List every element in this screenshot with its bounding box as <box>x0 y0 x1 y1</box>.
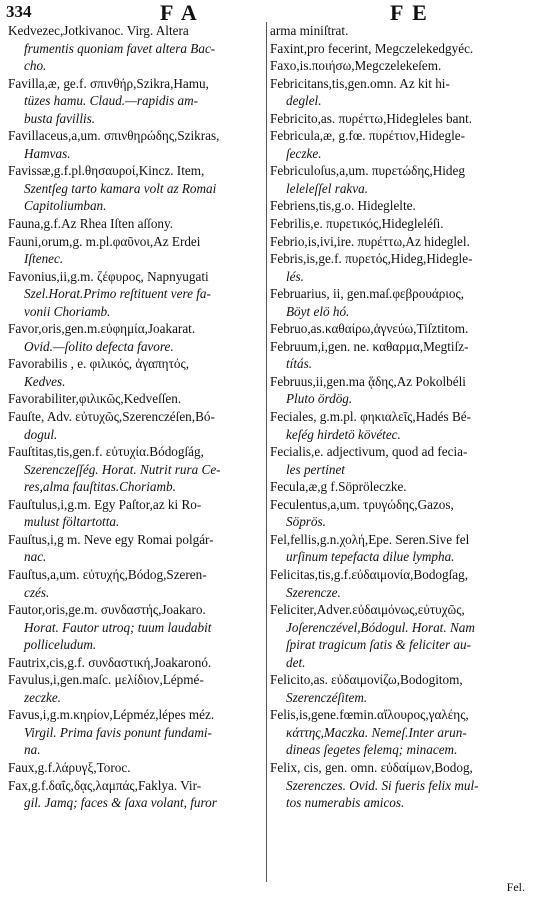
entry-continuation: Virgil. Prima favis ponunt fundami- <box>24 724 212 740</box>
dictionary-entry <box>270 57 528 75</box>
entry-headline: Fax,g.f.δαΐς,δᾳς,λαμπάς,Faklya. Vir- <box>8 777 202 793</box>
entry-continuation: tüzes hamu. Claud.—rapidis am- <box>24 93 199 109</box>
entry-headline: Fel,fellis,g.n.χολή,Epe. Seren.Sive fel <box>270 531 470 547</box>
dictionary-entry <box>8 215 264 233</box>
entry-headline: Februarius, ii, gen.maſ.φεβρουάριος, <box>270 286 465 302</box>
entry-headline: Fautrix,cis,g.f. συνδαστική,Joakaronó. <box>8 654 212 670</box>
running-head-left: F A <box>160 0 199 25</box>
entry-headline: Febris,is,ge.f. πυρετός,Hideg,Hidegle- <box>270 251 473 267</box>
page-header <box>0 0 533 24</box>
entry-continuation: Szentſeg tarto kamara volt az Romai <box>24 180 217 196</box>
entry-headline: Faxint,pro fecerint, Megczelekedgyéc. <box>270 40 474 56</box>
entry-continuation: czés. <box>24 584 50 600</box>
entry-headline: Faux,g.f.λάρυγξ,Toroc. <box>8 759 131 775</box>
dictionary-entry <box>8 390 264 408</box>
dictionary-entry <box>270 250 528 285</box>
entry-headline: Favonius,ii,g.m. ζέφυρος, Napnyugati <box>8 268 209 284</box>
entry-headline: Fautor,oris,ge.m. συνδαστής,Joakaro. <box>8 602 206 618</box>
entry-continuation: frumentis quoniam favet altera Bac- <box>24 40 216 56</box>
dictionary-entry <box>270 706 528 759</box>
entry-continuation: vonii Choriamb. <box>24 303 111 319</box>
dictionary-entry <box>270 320 528 338</box>
entry-headline: Fauſtitas,tis,gen.f. εὐτυχία.Bódogſág, <box>8 444 204 460</box>
entry-continuation: Joſerenczével,Bódogul. Horat. Nam <box>286 619 475 635</box>
entry-headline: Fecula,æ,g f.Söpröleczke. <box>270 479 407 495</box>
entry-headline: Februus,ii,gen.ma ᾅδης,Az Pokolbéli <box>270 373 466 389</box>
entry-continuation: Horat. Fautor utroq; tuum laudabit <box>24 619 212 635</box>
entry-continuation: dineas ſegetes felemq; minacem. <box>286 742 458 758</box>
dictionary-entry <box>8 355 264 390</box>
entry-headline: Kedvezec,Jotkivanoc. Virg. Altera <box>8 23 189 38</box>
dictionary-entry <box>8 654 264 672</box>
entry-continuation: ſpirat tragicum ſatis & feliciter au- <box>286 637 471 653</box>
entry-continuation: cho. <box>24 58 47 74</box>
entry-continuation: Szerenczéſitem. <box>286 689 368 705</box>
entry-continuation: zeczke. <box>24 689 61 705</box>
entry-continuation: Capitoliumban. <box>24 198 107 214</box>
dictionary-entry <box>8 233 264 268</box>
dictionary-entry <box>8 127 264 162</box>
dictionary-entry <box>8 531 264 566</box>
entry-continuation: Szerencze. <box>286 584 341 600</box>
dictionary-entry <box>8 408 264 443</box>
dictionary-entry <box>270 478 528 496</box>
entry-headline: Faxo,is.ποιήσω,Megczelekeſem. <box>270 58 442 74</box>
dictionary-entry <box>8 706 264 759</box>
entry-headline: Fauſtus,a,um. εὐτυχής,Bódog,Szeren- <box>8 566 207 582</box>
entry-continuation: leleleſſel rakva. <box>286 180 369 196</box>
dictionary-entry <box>270 408 528 443</box>
dictionary-entry <box>270 671 528 706</box>
entry-headline: arma miniſtrat. <box>270 23 349 38</box>
entry-continuation: κάττης,Maczka. Nemeſ.Inter arun- <box>286 724 467 740</box>
entry-headline: Februo,as.καθαίρω,ἁγνεύω,Tiſztitom. <box>270 321 469 337</box>
dictionary-entry <box>270 40 528 58</box>
running-head-right: F E <box>390 0 429 25</box>
entry-headline: Feculentus,a,um. τρυγώδης,Gazos, <box>270 496 454 512</box>
entry-continuation: nac. <box>24 549 47 565</box>
entry-headline: Febricitans,tis,gen.omn. Az kit hi- <box>270 75 450 91</box>
entry-headline: Favus,i,g.m.κηρίον,Lépméz,lépes méz. <box>8 707 215 723</box>
dictionary-entry <box>270 601 528 671</box>
dictionary-entry <box>270 566 528 601</box>
entry-headline: Fauſtus,i,g m. Neve egy Romai polgár- <box>8 531 214 547</box>
entry-continuation: Iſtenec. <box>24 251 64 267</box>
entry-headline: Febricito,as. πυρέττω,Hidegleles bant. <box>270 110 473 126</box>
entry-continuation: Hamvas. <box>24 145 71 161</box>
entry-headline: Februum,i,gen. ne. καθαρμα,Megtiſz- <box>270 338 469 354</box>
entry-continuation: det. <box>286 654 306 670</box>
dictionary-entry <box>270 127 528 162</box>
entry-headline: Favissæ,g.f.pl.θησαυροί,Kincz. Item, <box>8 163 205 179</box>
entry-continuation: dogul. <box>24 426 58 442</box>
catchword: Fel. <box>506 880 525 894</box>
dictionary-entry <box>270 75 528 110</box>
left-column <box>8 22 264 812</box>
dictionary-entry <box>270 215 528 233</box>
entry-continuation: mulust föltartotta. <box>24 514 120 530</box>
entry-headline: Febrio,is,ivi,ire. πυρέττω,Az hideglel. <box>270 233 470 249</box>
dictionary-entry <box>270 197 528 215</box>
right-column <box>270 22 528 812</box>
entry-headline: Felicito,as. εὐδαιμονίζω,Bodogitom, <box>270 672 463 688</box>
entry-headline: Felix, cis, gen. omn. εὐδαίμων,Bodog, <box>270 759 473 775</box>
dictionary-entry <box>8 268 264 321</box>
entry-continuation: les pertinet <box>286 461 345 477</box>
dictionary-entry <box>270 22 528 40</box>
entry-headline: Favillaceus,a,um. σπινθηρώδης,Szikras, <box>8 128 220 144</box>
dictionary-entry <box>270 162 528 197</box>
entry-continuation: gil. Jamq; faces & ſaxa volant, furor <box>24 795 217 811</box>
dictionary-entry <box>8 162 264 215</box>
dictionary-entry <box>8 566 264 601</box>
entry-headline: Fauſte, Adv. εὐτυχῶς,Szerenczéſen,Bó- <box>8 409 215 425</box>
entry-continuation: res,alma fauſtitas.Choriamb. <box>24 479 176 495</box>
entry-continuation: deglel. <box>286 93 322 109</box>
dictionary-entry <box>270 338 528 373</box>
entry-continuation: Ovid.—ſolito defecta favore. <box>24 338 174 354</box>
entry-continuation: títás. <box>286 356 313 372</box>
dictionary-entry <box>270 496 528 531</box>
entry-headline: Felis,is,gene.fœmin.αἴλουρος,γαλέης, <box>270 707 469 723</box>
column-divider <box>266 22 267 882</box>
dictionary-entry <box>270 233 528 251</box>
dictionary-entry <box>8 496 264 531</box>
dictionary-entry <box>270 110 528 128</box>
dictionary-entry <box>270 443 528 478</box>
entry-continuation: lés. <box>286 268 304 284</box>
dictionary-entry <box>8 75 264 128</box>
entry-headline: Febriens,tis,g.o. Hideglelte. <box>270 198 416 214</box>
entry-headline: Fauni,orum,g. m.pl.φαῦνοι,Az Erdei <box>8 233 201 249</box>
dictionary-entry <box>8 759 264 777</box>
entry-headline: Febrilis,e. πυρετικός,Hidegleléſi. <box>270 216 444 232</box>
entry-headline: Feciales, g.m.pl. φηκιαλεῖς,Hadés Bé- <box>270 409 471 425</box>
entry-continuation: Böyt elö hó. <box>286 303 350 319</box>
entry-continuation: keſég hirdetö kövétec. <box>286 426 401 442</box>
dictionary-entry <box>270 759 528 812</box>
entry-headline: Febriculoſus,a,um. πυρετώδης,Hideg <box>270 163 465 179</box>
entry-continuation: polliceludum. <box>24 637 97 653</box>
entry-headline: Favilla,æ, ge.f. σπινθήρ,Szikra,Hamu, <box>8 75 209 91</box>
dictionary-entry <box>270 373 528 408</box>
entry-headline: Favulus,i,gen.maſc. μελίδιον,Lépmé- <box>8 672 204 688</box>
dictionary-entry <box>8 777 264 812</box>
entry-continuation: ſeczke. <box>286 145 322 161</box>
dictionary-entry <box>270 531 528 566</box>
dictionary-entry <box>8 22 264 75</box>
entry-continuation: Kedves. <box>24 373 66 389</box>
dictionary-entry <box>8 320 264 355</box>
dictionary-entry <box>8 443 264 496</box>
entry-headline: Favorabiliter,φιλικῶς,Kedveſſen. <box>8 391 182 407</box>
entry-headline: Felicitas,tis,g.f.εὐδαιμονία,Bodogſag, <box>270 566 469 582</box>
entry-headline: Fecialis,e. adjectivum, quod ad fecia- <box>270 444 468 460</box>
page-number: 334 <box>6 2 32 21</box>
entry-continuation: urſinum tepefacta dilue lympha. <box>286 549 455 565</box>
entry-headline: Favorabilis , e. φιλικός, ἀγαπητός, <box>8 356 189 372</box>
entry-continuation: Szerenczeſſég. Horat. Nutrit rura Ce- <box>24 461 221 477</box>
entry-continuation: tos numerabis amicos. <box>286 795 405 811</box>
entry-continuation: na. <box>24 742 41 758</box>
entry-headline: Favor,oris,gen.m.εὐφημία,Joakarat. <box>8 321 196 337</box>
entry-continuation: Pluto ördög. <box>286 391 353 407</box>
entry-headline: Fauſtulus,i,g.m. Egy Paſtor,az ki Ro- <box>8 496 202 512</box>
dictionary-entry <box>270 285 528 320</box>
entry-continuation: Szerenczes. Ovid. Si fueris felix mul- <box>286 777 479 793</box>
entry-headline: Febricula,æ, g.fœ. πυρέτιον,Hidegle- <box>270 128 466 144</box>
dictionary-entry <box>8 601 264 654</box>
entry-continuation: busta favillis. <box>24 110 96 126</box>
dictionary-entry <box>8 671 264 706</box>
entry-continuation: Szel.Horat.Primo reſtituent vere fa- <box>24 286 211 302</box>
entry-continuation: Söprös. <box>286 514 326 530</box>
entry-headline: Feliciter,Adver.εὐδαιμόνως,εὐτυχῶς, <box>270 602 465 618</box>
entry-headline: Fauna,g.f.Az Rhea Iſten aſſony. <box>8 216 174 232</box>
